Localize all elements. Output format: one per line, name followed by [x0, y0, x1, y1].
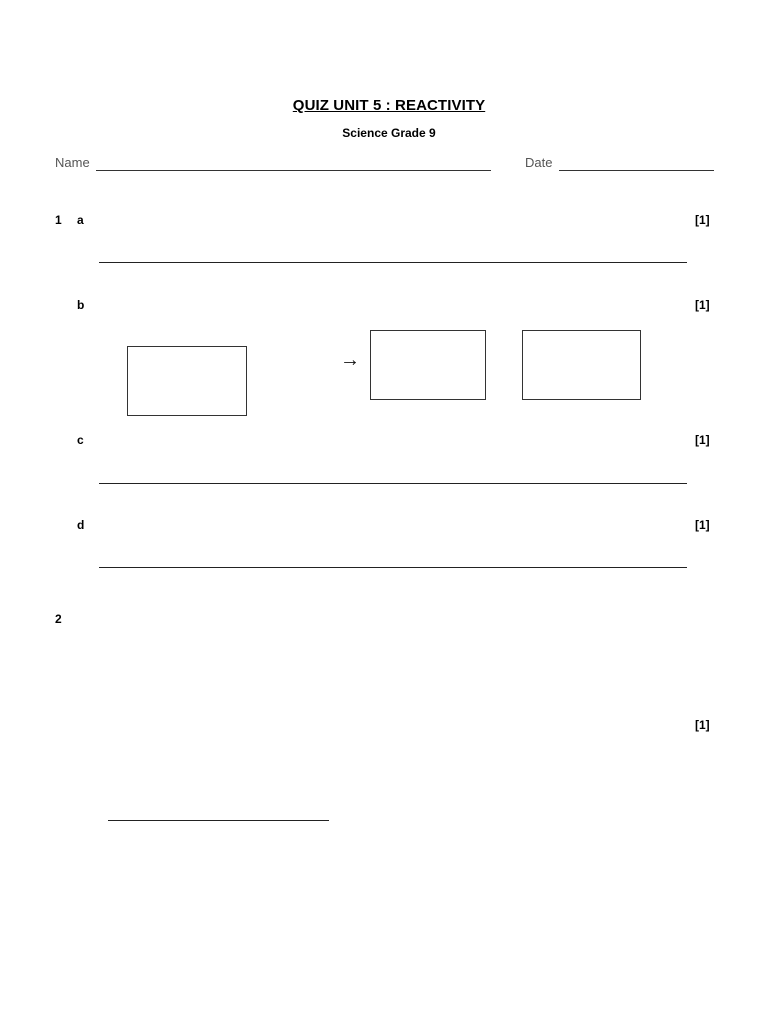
date-label: Date [525, 155, 553, 170]
question-1d-answer-line[interactable] [99, 567, 687, 568]
date-field-line[interactable] [559, 170, 714, 171]
name-field-line[interactable] [96, 170, 491, 171]
reactant-box[interactable] [127, 346, 247, 416]
question-1c-label: c [77, 433, 84, 447]
reaction-arrow-icon: → [340, 349, 360, 371]
product-box-1[interactable] [370, 330, 486, 400]
question-2-number: 2 [55, 612, 62, 626]
question-1d-marks: [1] [695, 518, 710, 532]
product-box-2[interactable] [522, 330, 641, 400]
question-1a-marks: [1] [695, 213, 710, 227]
question-1c-answer-line[interactable] [99, 483, 687, 484]
question-1d-label: d [77, 518, 85, 532]
question-2-marks: [1] [695, 718, 710, 732]
question-1a-label: a [77, 213, 84, 227]
question-1b-marks: [1] [695, 298, 710, 312]
name-label: Name [55, 155, 90, 170]
question-1-number: 1 [55, 213, 62, 227]
question-2-answer-line[interactable] [108, 820, 329, 821]
question-1a-answer-line[interactable] [99, 262, 687, 263]
question-1b-label: b [77, 298, 85, 312]
quiz-title: QUIZ UNIT 5 : REACTIVITY [292, 97, 486, 114]
quiz-subtitle: Science Grade 9 [342, 126, 436, 140]
question-1c-marks: [1] [695, 433, 710, 447]
